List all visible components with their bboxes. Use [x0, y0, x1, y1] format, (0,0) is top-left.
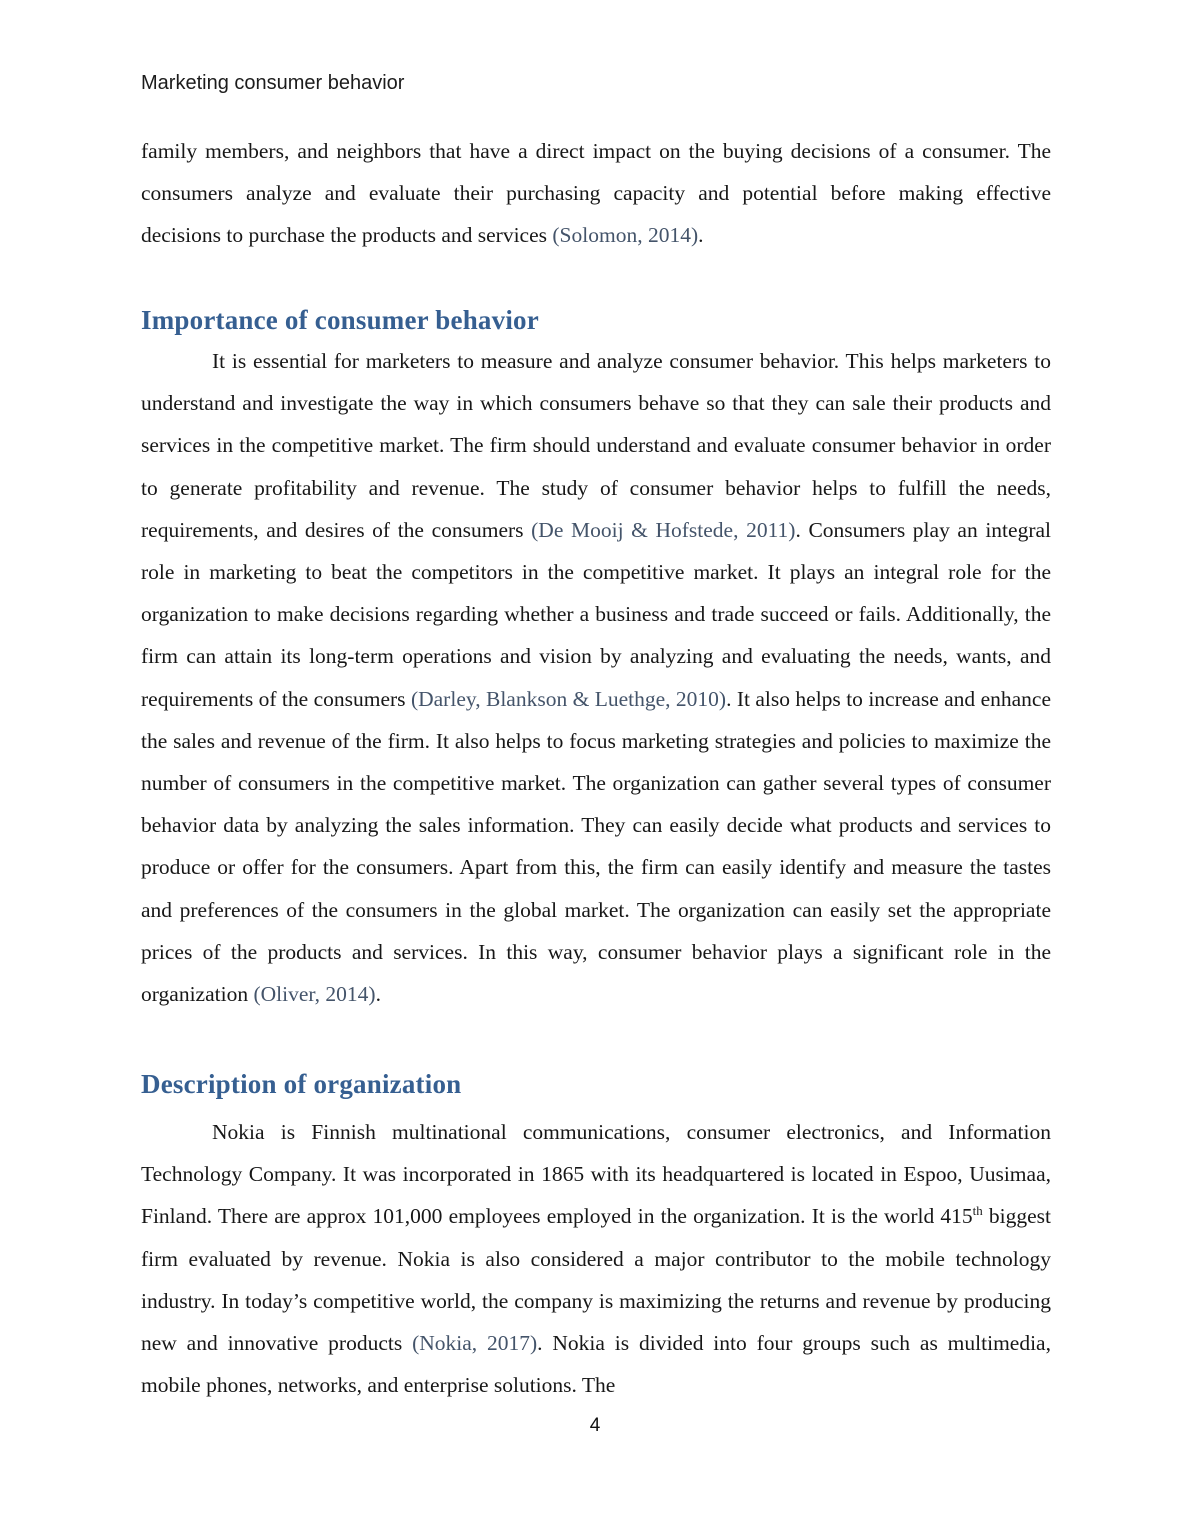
- superscript: th: [972, 1204, 983, 1219]
- continued-paragraph: [141, 130, 1051, 257]
- citation: (Darley, Blankson & Luethge, 2010): [410, 686, 727, 711]
- text-run: It is essential for marketers to measure and analyze consumer behavior. This helps marketers to understand and investigate the way in which consumers behave so that they can sale their products and services in the competitive market. The firm should understand and evaluate consumer behavior in order to generate profitability and revenue. The study of consumer behavior helps to fulfill the needs, requirements, and desires of the consumers: [141, 349, 1051, 542]
- citation: (Oliver, 2014): [253, 982, 376, 1007]
- importance-paragraph: [141, 340, 1051, 1015]
- heading-description: Description of organization: [141, 1069, 462, 1099]
- running-header: Marketing consumer behavior: [141, 72, 405, 94]
- citation: (Solomon, 2014): [552, 223, 699, 248]
- text-run: . Nokia is divided into four groups such as multimedia, mobile phones, networks, and enterprise solutions. The: [141, 1331, 1051, 1398]
- citation: (De Mooij & Hofstede, 2011): [531, 517, 796, 542]
- text-run: Nokia is Finnish multinational communications, consumer electronics, and Information Technology Company. It was incorporated in 1865 with its headquartered is located in Espoo, Uusimaa, Finland. There are approx 101,000 employees employed in the organization. It is the world 415: [141, 1120, 1051, 1229]
- heading-importance: Importance of consumer behavior: [141, 305, 539, 335]
- description-paragraph: [141, 1111, 1051, 1406]
- page-number: 4: [589, 1415, 601, 1436]
- text-run: family members, and neighbors that have a direct impact on the buying decisions of a consumer. The consumers analyze and evaluate their purchasing capacity and potential before making effective decisions to purchase the products and services: [141, 139, 1051, 248]
- text-run: biggest firm evaluated by revenue. Nokia is also considered a major contributor to the mobile technology industry. In today’s competitive world, the company is maximizing the returns and revenue by producing new and innovative products: [141, 1204, 1051, 1356]
- text-run: . It also helps to increase and enhance the sales and revenue of the firm. It also helps to focus marketing strategies and policies to maximize the number of consumers in the competitive market. The organization can gather several types of consumer behavior data by analyzing the sales information. They can easily decide what products and services to produce or offer for the consumers. Apart from this, the firm can easily identify and measure the tastes and preferences of the consumers in the global market. The organization can easily set the appropriate prices of the products and services. In this way, consumer behavior plays a significant role in the organization: [141, 686, 1051, 1007]
- text-run: .: [375, 982, 381, 1007]
- citation: (Nokia, 2017): [412, 1331, 538, 1356]
- text-run: . Consumers play an integral role in marketing to beat the competitors in the competitive market. It plays an integral role for the organization to make decisions regarding whether a business and trade succeed or fails. Additionally, the firm can attain its long-term operations and vision by analyzing and evaluating the needs, wants, and requirements of the consumers: [141, 517, 1051, 711]
- text-run: .: [698, 223, 704, 248]
